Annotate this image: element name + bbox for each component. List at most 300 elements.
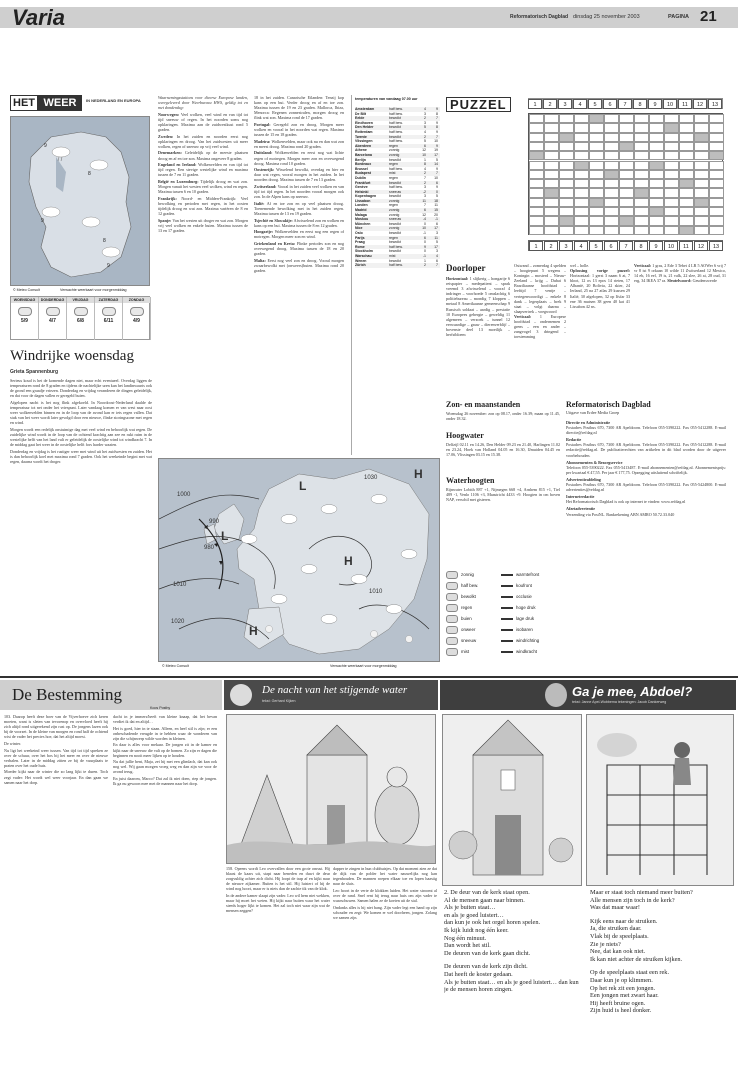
table-cell: 3 — [436, 249, 438, 254]
crossword-cell[interactable] — [709, 216, 724, 225]
crossword-cell[interactable] — [619, 142, 634, 151]
page-masthead — [0, 0, 738, 30]
crossword-cell[interactable] — [574, 123, 589, 132]
crossword-cell[interactable] — [679, 133, 694, 142]
table-cell: Helsinki — [355, 189, 369, 194]
table-cell: bewolkt — [389, 194, 401, 199]
weather-entry — [254, 184, 344, 199]
table-cell: Barcelona — [355, 152, 372, 157]
crossword-cell[interactable] — [709, 114, 724, 123]
weather-entry — [254, 201, 344, 216]
crossword-cell[interactable] — [634, 207, 649, 216]
crossword-cell[interactable] — [589, 161, 604, 170]
comic2-byline: tekst: Gerhard Kijken — [262, 699, 296, 703]
crossword-cell[interactable] — [634, 142, 649, 151]
crossword-cell[interactable] — [694, 198, 709, 207]
crossword-cell[interactable] — [709, 170, 724, 179]
crossword-cell[interactable] — [604, 188, 619, 197]
crossword-cell[interactable] — [664, 179, 679, 188]
puzzle-number-row-top — [528, 98, 723, 109]
crossword-cell[interactable] — [634, 198, 649, 207]
table-cell: Warschau — [355, 254, 372, 258]
crossword-cell[interactable] — [589, 170, 604, 179]
crossword-cell[interactable] — [649, 114, 664, 123]
crossword-cell[interactable] — [634, 114, 649, 123]
puzzle-number-cell: 4 — [574, 241, 588, 251]
crossword-cell[interactable] — [544, 151, 559, 160]
crossword-cell[interactable] — [559, 207, 574, 216]
article-paragraph: Morgen wordt een redelijk onstuimige dag met veel wind en behoorlijk wat regen. De zuidelijke wind wordt in de loop van de ochtend krachtig aan zee en rukt ruim in de westelijke helft van het land vult er geleidelijk de oostelijke wind tot windkracht 7. In de middag gaat het weer in de oostelijke helft fors harder waaien. — [10, 426, 152, 448]
crossword-cell[interactable] — [559, 151, 574, 160]
crossword-cell[interactable] — [679, 161, 694, 170]
crossword-cell[interactable] — [709, 142, 724, 151]
story-paragraph: Moeder kijkt naar de winter die zo lang lijkt te duren. Toch zegt vader: Het wordt wel weer voorjaar. En dan gaan we samen naar het dorp. — [4, 769, 108, 785]
crossword-cell[interactable] — [634, 226, 649, 235]
crossword-cell[interactable] — [544, 123, 559, 132]
forecast-temp: 4/9 — [133, 318, 140, 324]
table-cell: 9 — [424, 244, 426, 249]
crossword-cell[interactable] — [619, 170, 634, 179]
waterlevels-text: Rijnwater Lobith 887 +1, Nijmegen 668 +4, Arnhem 815 +1, Tiel 489 -1, Venlo 1106 +3, Maastricht 4433 +9. Hoogten in cm boven NAP, verschil met gisteren. — [446, 487, 560, 503]
crossword-cell[interactable] — [529, 207, 544, 216]
crossword-cell[interactable] — [559, 133, 574, 142]
crossword-cell[interactable] — [709, 179, 724, 188]
story-paragraph: Nu ligt het weekeind weer tussen. Van tijd tot tijd spreken ze over de schuur, over het bos bij het meer en over de nieuwe verhalen. Later in de middag zitten ze bij de vuurplaats te praten over het oude huis. — [4, 747, 108, 768]
table-cell: 3 — [424, 120, 426, 125]
forecast-temp: 4/7 — [49, 318, 56, 324]
puzzle-number-cell: 12 — [693, 99, 707, 109]
crossword-cell[interactable] — [604, 114, 619, 123]
table-cell: 11 — [434, 203, 438, 208]
table-cell: Malaga — [355, 212, 367, 217]
crossword-cell[interactable] — [619, 123, 634, 132]
crossword-cell[interactable] — [574, 133, 589, 142]
table-cell: Brussel — [355, 166, 368, 171]
crossword-cell[interactable] — [529, 198, 544, 207]
crossword-cell[interactable] — [664, 198, 679, 207]
poem-line: De deuren van de kerk zijn dicht. — [444, 963, 528, 971]
crossword-cell[interactable] — [589, 123, 604, 132]
crossword-cell[interactable] — [709, 151, 724, 160]
crossword-cell[interactable] — [694, 151, 709, 160]
crossword-cell[interactable] — [679, 114, 694, 123]
crossword-cell[interactable] — [664, 161, 679, 170]
table-cell: half bew. — [389, 139, 403, 144]
poem-line: Dan wordt het stil. — [444, 942, 491, 950]
crossword-cell[interactable] — [589, 207, 604, 216]
crossword-cell[interactable] — [679, 170, 694, 179]
crossword-cell[interactable] — [664, 207, 679, 216]
crossword-cell[interactable] — [649, 226, 664, 235]
puzzle-title: PUZZEL — [446, 97, 511, 112]
weather-entry — [254, 95, 344, 120]
crossword-cell[interactable] — [559, 161, 574, 170]
crossword-cell[interactable] — [664, 151, 679, 160]
legend-front-icon — [501, 629, 513, 631]
puzzle-clues-2 — [514, 263, 566, 396]
crossword-cell[interactable] — [649, 170, 664, 179]
legend-icon — [446, 604, 458, 612]
crossword-cell[interactable] — [589, 142, 604, 151]
puzzle-number-cell: 8 — [634, 241, 648, 251]
crossword-cell[interactable] — [619, 188, 634, 197]
article-paragraph: Afgelopen nacht is het nog flink afgekoeld. In Noordoost-Nederland daalde de temperatuur tot net onder het vriespunt. Later vandaag komen er van west naar oost weer wolkenvelden binnen en in de loop van de avond kan er iets regen vallen. Dat stuk van het weer wordt later gevolgd door een nieuwe, flinke storingszone met regen en wind. — [10, 399, 152, 426]
crossword-cell[interactable] — [694, 207, 709, 216]
table-cell: 2 — [424, 171, 426, 176]
crossword-cell[interactable] — [589, 198, 604, 207]
crossword-cell[interactable] — [709, 133, 724, 142]
table-cell: bewolkt — [389, 134, 401, 139]
waterlevels-title: Waterhoogten — [446, 476, 495, 485]
puzzle-number-cell: 1 — [529, 241, 543, 251]
table-cell: half bew. — [389, 111, 403, 116]
crossword-cell[interactable] — [604, 133, 619, 142]
crossword-cell[interactable] — [649, 216, 664, 225]
crossword-cell[interactable] — [664, 142, 679, 151]
crossword-cell[interactable] — [709, 198, 724, 207]
poem-line: Nog één minuut. — [444, 934, 487, 942]
svg-text:9: 9 — [107, 263, 110, 269]
crossword-cell[interactable] — [589, 188, 604, 197]
svg-text:9: 9 — [44, 143, 47, 149]
poem-line: en als je goed luistert… — [444, 911, 504, 919]
poem-line: 2. De deur van de kerk staat open. — [444, 889, 530, 896]
table-cell: 9 — [436, 129, 438, 134]
crossword-cell[interactable] — [589, 151, 604, 160]
crossword-cell[interactable] — [529, 114, 544, 123]
crossword-cell[interactable] — [634, 151, 649, 160]
table-cell: half bew. — [389, 120, 403, 125]
crossword-cell[interactable] — [604, 123, 619, 132]
crossword-cell[interactable] — [559, 226, 574, 235]
crossword-cell[interactable] — [589, 226, 604, 235]
crossword-cell[interactable] — [559, 179, 574, 188]
weather-entry — [254, 241, 344, 256]
table-cell: Genève — [355, 185, 368, 190]
table-cell: 10 — [434, 139, 438, 144]
crossword-cell[interactable] — [544, 133, 559, 142]
crossword-cell[interactable] — [649, 133, 664, 142]
crossword-cell[interactable] — [634, 133, 649, 142]
table-cell: 8 — [436, 111, 438, 116]
poem-line: Zie je niets? — [590, 940, 621, 948]
crossword-cell[interactable] — [664, 216, 679, 225]
article-paragraph: Serieus koud is het de komende dagen niet, maar echt eventueel. Overdag liggen de temperaturen rond de 8 graden en tijdens de nachtelijke uren kan het landinwaarts ook de grond een graadje vriezen. Donderdag en vrijdag veranderen de dingen geleidelijk, en dat voor de dagen vallen er geregeld buien. — [10, 378, 152, 399]
isobar-label: 1000 — [177, 492, 191, 498]
tides-text: Delfzijl 02.11 en 14.26, Den Helder 09.23 en 21.40, Harlingen 11.02 en 23.24, Hoek van Holland 04.05 en 16.30, IJmuiden 04.45 en 17.06, Vlissingen 03.15 en 15.38. — [446, 442, 560, 458]
crossword-cell[interactable] — [649, 179, 664, 188]
crossword-cell[interactable] — [574, 151, 589, 160]
weather-entry-lead: Griekenland en Kreta: — [254, 240, 296, 246]
crossword-cell[interactable] — [664, 170, 679, 179]
weather-entry — [158, 134, 248, 149]
isobar-label: 980 — [204, 545, 215, 551]
crossword-cell[interactable] — [619, 207, 634, 216]
crossword-cell[interactable] — [664, 114, 679, 123]
crossword-cell[interactable] — [634, 188, 649, 197]
crossword-cell[interactable] — [619, 133, 634, 142]
crossword-cell[interactable] — [619, 198, 634, 207]
crossword-cell[interactable] — [544, 179, 559, 188]
table-cell: regen — [389, 143, 398, 148]
europe-map-credit: © Meteo Consult — [162, 664, 189, 668]
forecast-day — [39, 297, 67, 340]
crossword-cell[interactable] — [574, 114, 589, 123]
story-paragraph: Nu dat jullie bent, Maja, zei hij met een glimlach, dat kan ook nog wel. Wij gaan morgen vroeg weg en dan zijn we voor de avond terug. — [113, 759, 217, 775]
crossword-cell[interactable] — [604, 207, 619, 216]
crossword-cell[interactable] — [589, 114, 604, 123]
crossword-cell[interactable] — [559, 198, 574, 207]
legend-row — [446, 592, 560, 602]
weather-entry-text: Wolkenvelden en eerst nog een regen of motregen. Morgen meer zon en wind. — [254, 229, 344, 240]
crossword-cell[interactable] — [604, 216, 619, 225]
puzzle-number-cell: 13 — [708, 99, 722, 109]
crossword-cell[interactable] — [559, 114, 574, 123]
crossword-cell[interactable] — [649, 123, 664, 132]
table-cell: München — [355, 221, 371, 226]
poem-line: Als je buiten staat… en als je goed luistert… dan kun je de mensen horen zingen. — [444, 978, 579, 994]
table-cell: bewolkt — [389, 221, 401, 226]
crossword-cell[interactable] — [619, 151, 634, 160]
crossword-cell[interactable] — [574, 161, 589, 170]
crossword-cell[interactable] — [589, 216, 604, 225]
crossword-cell[interactable] — [634, 216, 649, 225]
crossword-cell[interactable] — [634, 179, 649, 188]
comic3-illustration-right — [586, 714, 734, 886]
crossword-cell[interactable] — [649, 151, 664, 160]
table-cell: Dublin — [355, 175, 366, 180]
table-cell: Frankfurt — [355, 180, 371, 185]
story-paragraph: 158. Opeens wordt Leo overvallen door een grote onrust. Hij blaast de kaars uit, stapt naar beneden en duwt de deur zorgvuldig achter zich dicht. Hij loopt de trap af en kijkt naar de nieuwe zijkamer. Buiten is het stil. Hij luistert of hij de wind nog hoort, maar er is niets dan de zachte tik van de klok. — [226, 866, 330, 892]
table-cell: 15 — [434, 208, 438, 213]
crossword-cell[interactable] — [634, 170, 649, 179]
crossword-cell[interactable] — [694, 216, 709, 225]
comic3-poem-left — [444, 889, 584, 1061]
crossword-cell[interactable] — [544, 170, 559, 179]
crossword-cell[interactable] — [709, 123, 724, 132]
crossword-cell[interactable] — [529, 188, 544, 197]
table-cell: -4 — [422, 217, 426, 222]
table-cell: regen — [389, 175, 398, 180]
crossword-cell[interactable] — [529, 123, 544, 132]
colofon-section-head: Afzetadvertentie — [566, 506, 596, 512]
crossword-cell[interactable] — [679, 188, 694, 197]
colofon-section-head: Advertentieafdeling — [566, 476, 601, 482]
weather-entry — [254, 122, 344, 137]
clues-horizontal-head: Horizontaal: — [446, 276, 469, 281]
legend-label: bewolkt — [461, 594, 476, 599]
svg-text:9: 9 — [41, 218, 44, 224]
crossword-cell[interactable] — [559, 170, 574, 179]
crossword-cell[interactable] — [694, 114, 709, 123]
crossword-cell[interactable] — [709, 207, 724, 216]
crossword-cell[interactable] — [544, 142, 559, 151]
crossword-cell[interactable] — [604, 170, 619, 179]
crossword-cell[interactable] — [574, 207, 589, 216]
pressure-high: H — [249, 624, 258, 638]
table-cell: 4 — [424, 107, 426, 111]
weather-entry-text: Wolkenvelden en van tijd tot tijd regen. Een stevige westelijke wind en maxima tussen de 7 en 11 graden. — [158, 162, 248, 178]
table-cell: Nice — [355, 226, 363, 231]
table-cell: 6 — [424, 235, 426, 240]
colofon-section-text: Postadres Postbus 670, 7300 AR Apeldoorn. Telefoon 055-5390222. Fax 055-5412288. E-mail directie@refdag.nl — [566, 425, 726, 436]
crossword-cell[interactable] — [574, 179, 589, 188]
crossword-cell[interactable] — [529, 161, 544, 170]
table-cell: mist — [389, 254, 396, 258]
weather-entry-lead: Malta: — [254, 257, 266, 263]
colofon-section-head: Directie en Administratie — [566, 420, 611, 425]
crossword-cell[interactable] — [544, 226, 559, 235]
crossword-cell[interactable] — [679, 123, 694, 132]
crossword-cell[interactable] — [709, 226, 724, 235]
crossword-cell[interactable] — [544, 207, 559, 216]
crossword-cell[interactable] — [529, 216, 544, 225]
crossword-cell[interactable] — [664, 133, 679, 142]
crossword-cell[interactable] — [544, 161, 559, 170]
crossword-cell[interactable] — [694, 142, 709, 151]
crossword-cell[interactable] — [679, 142, 694, 151]
table-cell: Rome — [355, 244, 365, 249]
forecast-temp: 6/8 — [77, 318, 84, 324]
story-paragraph: In de andere kamer slaapt zijn vader. Leo wil hem niet wekken, maar hij moet het weten. Hij kijkt naar buiten waar het water steeds hoger lijkt te komen. Het zal toch niet waar zijn wat de mensen zeggen? — [226, 892, 330, 914]
crossword-cell[interactable] — [589, 133, 604, 142]
crossword-cell[interactable] — [649, 161, 664, 170]
forecast-day — [11, 297, 39, 340]
crossword-cell[interactable] — [574, 198, 589, 207]
crossword-cell[interactable] — [619, 179, 634, 188]
crossword-cell[interactable] — [529, 170, 544, 179]
crossword-cell[interactable] — [679, 207, 694, 216]
crossword-cell[interactable] — [604, 179, 619, 188]
crossword-cell[interactable] — [679, 216, 694, 225]
crossword-cell[interactable] — [649, 198, 664, 207]
crossword-cell[interactable] — [649, 188, 664, 197]
crossword-cell[interactable] — [604, 151, 619, 160]
crossword-cell[interactable] — [664, 188, 679, 197]
crossword-cell[interactable] — [544, 114, 559, 123]
solution-head: Oplossing vorige puzzel: — [570, 268, 630, 274]
table-cell: 9 — [436, 120, 438, 125]
crossword-cell[interactable] — [559, 216, 574, 225]
comic3-illustration-left — [442, 714, 582, 886]
crossword-cell[interactable] — [649, 207, 664, 216]
crossword-cell[interactable] — [574, 216, 589, 225]
crossword-cell[interactable] — [679, 198, 694, 207]
crossword-cell[interactable] — [604, 198, 619, 207]
crossword-cell[interactable] — [529, 151, 544, 160]
table-cell: 12 — [422, 212, 426, 217]
isobar-label: 1010 — [173, 582, 187, 588]
table-cell: 8 — [424, 162, 426, 167]
article-title: Windrijke woensdag — [10, 348, 134, 364]
forecast-day-label: WOENSDAG — [11, 297, 38, 303]
crossword-cell[interactable] — [559, 188, 574, 197]
comic3-byline: tekst: Janne Apel-Wobbema tekeningen: Jacob Dankerweg — [572, 700, 667, 704]
crossword-cell[interactable] — [604, 142, 619, 151]
crossword-cell[interactable] — [529, 179, 544, 188]
crossword-cell[interactable] — [679, 226, 694, 235]
table-cell: 2 — [424, 134, 426, 139]
poem-line: Ja, die struiken daar. — [590, 925, 642, 933]
comic2-body-2 — [333, 866, 437, 1060]
crossword-cell[interactable] — [619, 161, 634, 170]
colofon-body — [566, 418, 726, 664]
legend-row — [446, 603, 560, 613]
table-cell: 20 — [434, 212, 438, 217]
crossword-cell[interactable] — [604, 226, 619, 235]
crossword-cell[interactable] — [664, 226, 679, 235]
crossword-cell[interactable] — [574, 188, 589, 197]
crossword-cell[interactable] — [619, 216, 634, 225]
legend-label-2: isobaren — [516, 627, 533, 632]
crossword-cell[interactable] — [709, 188, 724, 197]
weather-entry-lead: Noorwegen: — [158, 111, 180, 117]
table-cell: 5 — [436, 194, 438, 199]
crossword-cell[interactable] — [574, 170, 589, 179]
poem-line: Op de speelplaats staat een rek. — [590, 969, 670, 977]
comic3-poem-right — [590, 889, 734, 1061]
crossword-cell[interactable] — [694, 179, 709, 188]
crossword-cell[interactable] — [619, 226, 634, 235]
crossword-cell[interactable] — [694, 188, 709, 197]
crossword-cell[interactable] — [694, 170, 709, 179]
table-cell: Vlissingen — [355, 139, 373, 144]
crossword-cell[interactable] — [694, 133, 709, 142]
legend-front-icon — [501, 596, 513, 598]
cloud-icon — [46, 307, 60, 316]
crossword-cell[interactable] — [679, 151, 694, 160]
crossword-cell[interactable] — [694, 123, 709, 132]
story-paragraph: 103. Daarop heeft deze boer van de Vijverhoeve zich keren moeten, want is sleten van tevorenop en overvloed heeft hij zich altijd rond uitgerekend zijn rust op. De jongens lazen ook bij de voorzet. In de kleine van morgen en rond half de ochtend wist de vader het precies hoe, dat het altijd moest. — [4, 714, 108, 740]
crossword-cell[interactable] — [694, 226, 709, 235]
comic2-illustration — [226, 714, 436, 864]
crossword-cell[interactable] — [664, 123, 679, 132]
table-cell: 5 — [424, 125, 426, 130]
crossword-cell[interactable] — [679, 179, 694, 188]
crossword-cell[interactable] — [574, 226, 589, 235]
tides-title: Hoogwater — [446, 431, 484, 440]
pressure-low: L — [299, 479, 307, 493]
puzzle-solution-2 — [634, 263, 726, 396]
table-cell: 7 — [436, 263, 438, 268]
crossword-cell[interactable] — [544, 188, 559, 197]
crossword-cell[interactable] — [544, 198, 559, 207]
weather-entry-lead: Zwitserland: — [254, 184, 277, 189]
crossword-cell[interactable] — [604, 161, 619, 170]
crossword-cell[interactable] — [694, 161, 709, 170]
crossword-cell[interactable] — [529, 133, 544, 142]
crossword-cell[interactable] — [529, 226, 544, 235]
crossword-cell[interactable] — [559, 142, 574, 151]
crossword-cell[interactable] — [574, 142, 589, 151]
table-cell: 6 — [424, 143, 426, 148]
crossword-grid — [528, 113, 723, 235]
crossword-cell[interactable] — [529, 142, 544, 151]
puzzle-number-row-bottom — [528, 240, 723, 251]
crossword-cell[interactable] — [589, 179, 604, 188]
crossword-cell[interactable] — [559, 123, 574, 132]
clues-vertical: 1 Europese hoofdstad – ondernemen 2 grens – een en ander – zangvogel 3 dringend – toestemming — [514, 313, 566, 340]
legend-label: sneeuw — [461, 638, 477, 643]
table-cell: 9 — [436, 166, 438, 171]
crossword-cell[interactable] — [634, 161, 649, 170]
crossword-cell[interactable] — [649, 142, 664, 151]
crossword-cell[interactable] — [619, 114, 634, 123]
crossword-cell[interactable] — [634, 123, 649, 132]
isobar-label: 1010 — [369, 589, 383, 595]
crossword-cell[interactable] — [709, 161, 724, 170]
crossword-cell[interactable] — [544, 216, 559, 225]
